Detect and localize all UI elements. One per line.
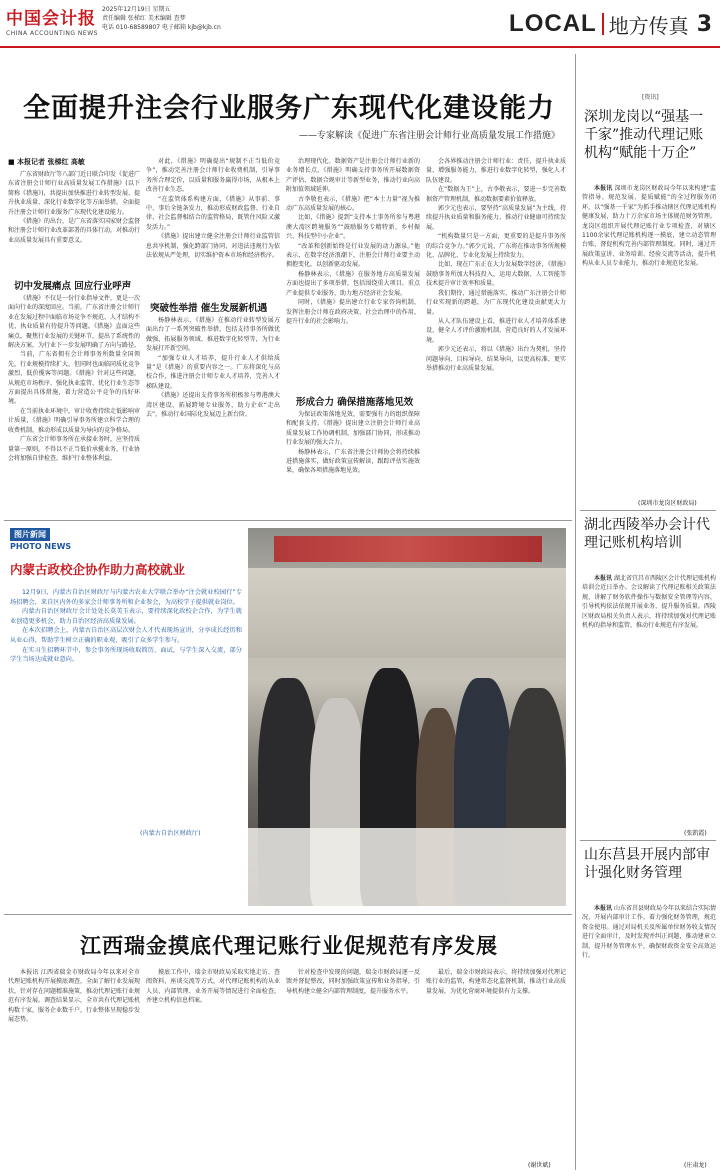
brief-title-juxian: 山东莒县开展内部审计强化财务管理 xyxy=(584,847,710,881)
main-subtitle: ——专家解读《促进广东省注册会计师行业高质量发展工作措施》 xyxy=(298,131,560,141)
paragraph: 郭少元还表示，将以《措施》出台为契机，坚持问题导向、目标导向、结果导向，以更高标准、更实举措推动行业高质量发展。 xyxy=(426,346,566,372)
brief-text: 山东省莒县财政局今年以来结合实际情况，开展内部审计工作，着力强化财务管理，规范资金使用。通过对局机关及所属单位财务收支情况进行全面审计，及时发现并纠正问题，推动建章立制，提升财务管理水平，确保财政资金安全高效运行。 xyxy=(582,905,716,960)
bottom-article-rule xyxy=(4,914,572,915)
brief-title-xiling: 湖北西陵举办会计代理记账机构培训 xyxy=(584,517,710,551)
photo-news-title: 内蒙古政校企协作助力高校就业 xyxy=(10,562,186,577)
paragraph: 当前，广东省拥有会计师事务所数量全国领先，行业规模持续扩大，但同时也面临同质化竞争激烈、低价揽客等问题。《措施》针对这些问题，从规范市场秩序、强化执业监管、优化行业生态等方面提出具体措施，着力营造公平竞争的良好环境。 xyxy=(8,351,140,406)
paragraph: “加强专业人才培养，提升行业人才供给质量”是《措施》的重要内容之一。广东将深化与高校合作，推进注册会计师专业人才培养，完善人才梯队建设。 xyxy=(146,354,280,390)
brief-credit: (庄肃龙) xyxy=(684,1162,707,1169)
paragraph: 比如，《措施》提到“支持本土事务所参与粤港澳大湾区跨境服务”“鼓励服务专精特新、乡村振兴、科技型中小企业”。 xyxy=(286,214,420,241)
right-column-divider xyxy=(575,54,576,1170)
page-number: 3 xyxy=(696,11,712,37)
brief-text: 深圳市龙岗区财政局今年以来构建“监管指导、规范发展、提质赋能”的全过程服务闭环，以“强基一千家”为抓手推动辖区代理记账机构健康发展，助力十万余家市场主体规范财务管理。龙岗区组织开展代理记账行业专项检查，对辖区1100余家代理记账机构逐一摸底，建立动态管理台账，督促机构完善内部管理制度。同时，通过开展政策宣讲、业务培训、经验交流等活动，提升机构从业人员专业能力，推动行业规范化发展。 xyxy=(582,185,716,268)
paragraph xyxy=(582,904,716,960)
brief-body-shenzhen xyxy=(582,184,716,494)
contact: 电话 010-68589807 电子邮箱 kjb@kjb.cn xyxy=(102,24,221,31)
section-subhead-1: 切中发展痛点 回应行业呼声 xyxy=(14,281,132,292)
photo-table xyxy=(248,828,566,906)
paragraph: 本报讯 江西省瑞金市财政局今年以来对全市代理记账机构开展摸底调查，全面了解行业发展现状，针对存在问题精准施策，推动代理记账行业规范有序发展。调查结果显示，全市共有代理记账机构数十家，服务企业数千户，行业整体呈现稳步发展态势。 xyxy=(8,969,140,1024)
article-column-1a xyxy=(8,170,140,272)
newspaper-logo xyxy=(6,4,100,37)
photo-credit: (内蒙古自治区财政厅) xyxy=(140,830,201,837)
section-subhead-3: 形成合力 确保措施落地见效 xyxy=(296,397,414,408)
paragraph: 对此，《措施》明确提出“规制不正当低价竞争”，推动完善注册会计师行业收费机制，引导事务所合理定价，以质量和服务赢得市场，从根本上改善行业生态。 xyxy=(146,158,280,194)
paragraph: 《措施》的出台，是广东省落实国家财会监督和注册会计师行业改革部署的具体行动，对推动行业高质量发展具有重要意义。 xyxy=(8,218,140,244)
paragraph: 在当前执业环境中，审计收费持续走低影响审计质量，《措施》明确引导事务所建立科学合理的收费机制，推动形成以质量为导向的竞争格局。 xyxy=(8,407,140,434)
paragraph: 杨静林表示，《措施》在推动行业转型发展方面出台了一系列突破性举措，包括支持事务所做优做强、拓展服务领域、推进数字化转型等，为行业发展打开新空间。 xyxy=(146,317,280,353)
paragraph: 《措施》提出建立健全注册会计师行业监管信息共享机制，强化跨部门协同，对违法违规行为依法依规从严处理，切实维护资本市场和经济秩序。 xyxy=(146,233,280,260)
paragraph: 在实习生招聘环节中，参会事务所现场收取简历、面试，与学生深入交流，部分学生当场达成就业意向。 xyxy=(10,646,242,664)
paragraph: 最后，瑞金市财政局表示，将持续加强对代理记账行业的监管，构建常态化监督机制，推动行业高质量发展，为优化营商环境提供有力支撑。 xyxy=(426,969,566,995)
paragraph: 针对检查中发现的问题，瑞金市财政局逐一反馈并督促整改，同时加强政策宣传和业务指导，引导机构建立健全内部管理制度，提升服务水平。 xyxy=(286,969,420,995)
paragraph: 在“数据为王”上，古李敬表示，要进一步完善数据资产管理机制，推动数据要素价值释放。 xyxy=(426,186,566,203)
paragraph: 12月9日，内蒙古自治区财政厅与内蒙古农业大学联合举办“注会就业校园行”专场招聘会，来自区内外的多家会计师事务所和企业参会，为高校学子提供就业岗位。 xyxy=(10,589,242,606)
paragraph: 治理现代化。数据资产是注册会计师行业新的业务增长点，《措施》明确支持事务所开展数据资产评估、数据合规审计等新型业务，推动行业向高附加值领域延伸。 xyxy=(286,158,420,194)
brief-divider xyxy=(580,840,716,841)
brief-divider xyxy=(580,510,716,511)
paragraph: 摸底工作中，瑞金市财政局采取实地走访、查阅资料、座谈交流等方式，对代理记账机构的从业人员、内部管理、业务开展等情况进行全面检查，并建立机构信息档案。 xyxy=(146,969,280,1005)
paragraph: 内蒙古自治区财政厅会计处处长莫美玉表示，要持续深化政校企合作，为学生就业创造更多机会，助力自治区经济高质量发展。 xyxy=(10,608,242,625)
paragraph: 从人才队伍建设上看，推进行业人才培养体系建设，健全人才评价激励机制，营造良好的人才发展环境。 xyxy=(426,317,566,344)
section-english: LOCAL xyxy=(509,10,597,37)
paragraph: 古李敬也表示，《措施》把“本土力量”视为推动广东高质量发展的核心。 xyxy=(286,195,420,213)
job-fair-photo xyxy=(248,528,566,906)
paragraph xyxy=(582,574,716,630)
brief-source: 本报讯 xyxy=(594,185,613,192)
bottom-column-1 xyxy=(8,968,140,1170)
paragraph: “改革和创新始终是行业发展的动力源泉。”他表示，在数字经济浪潮下，注册会计师行业要主动拥抱变化，以创新驱动发展。 xyxy=(286,242,420,269)
brief-source: 本报讯 xyxy=(594,575,613,582)
photo-news-caption xyxy=(10,588,242,665)
article-column-2b xyxy=(146,316,280,516)
section-divider xyxy=(602,13,604,35)
brief-source: 本报讯 xyxy=(594,905,613,912)
photo-news-tag: 图片新闻 xyxy=(10,528,50,541)
paragraph: 杨静林表示，广东省注册会计师协会将持续推进措施落实，做好政策宣传解读，跟踪评估实施效果，确保各项措施落地见效。 xyxy=(286,448,420,475)
issue-info xyxy=(102,5,292,32)
bottom-column-4 xyxy=(426,968,566,1158)
paragraph: 广东省会计师事务所在承接业务时，应坚持质量第一原则，不得以不正当低价承揽业务，行业协会将加强自律检查，维护行业整体利益。 xyxy=(8,436,140,462)
photo-red-banner xyxy=(274,536,542,562)
brief-credit: (深圳市龙岗区财政局) xyxy=(638,500,697,507)
issue-date: 2025年12月19日 星期五 xyxy=(102,6,171,13)
masthead xyxy=(0,0,720,48)
section-subhead-2: 突破性举措 催生发展新机遇 xyxy=(150,303,268,314)
bottom-column-3 xyxy=(286,968,420,1170)
photo-news-tag-english: PHOTO NEWS xyxy=(10,542,72,551)
paragraph: 会各界推动注册会计师行业：责任，提升执业质量，增强服务能力，推进行业数字化转型，强化人才队伍建设。 xyxy=(426,158,566,184)
bottom-column-2 xyxy=(146,968,280,1170)
paragraph: 为保证政策落地见效，需要强有力的组织保障和配套支持。《措施》提出建立注册会计师行业高质量发展工作协调机制，加强部门协同，形成推动行业发展的强大合力。 xyxy=(286,411,420,447)
brief-title-shenzhen: 深圳龙岗以“强基一千家”推动代理记账机构“赋能十万企” xyxy=(584,109,704,161)
article-column-2a xyxy=(146,157,280,295)
article-column-3a xyxy=(286,157,420,389)
paragraph: 我们期待，通过措施落实，推动广东注册会计师行业实现新的跨越，为广东现代化建设贡献更大力量。 xyxy=(426,289,566,316)
section-chinese: 地方传真 xyxy=(608,13,689,38)
paragraph xyxy=(582,184,716,269)
article-column-4 xyxy=(426,157,566,517)
main-headline: 全面提升注会行业服务广东现代化建设能力 xyxy=(23,93,555,124)
editors: 责任编辑 张梯红 美术编辑 查梦 xyxy=(102,15,186,22)
paragraph: 在本次招聘会上，内蒙古自治区高层次财会人才代表现场宣讲，分享成长经历和从业心得，帮助学生树立正确的职业观，吸引了众多学生参与。 xyxy=(10,627,242,644)
brief-tag: [资讯] xyxy=(642,94,659,101)
paragraph: “在监管体系构建方面，《措施》从事前、事中、事后全链条发力，推动形成财政监督、行业自律、社会监督相结合的监管格局，既管住风险又激发活力。” xyxy=(146,195,280,231)
brief-body-xiling xyxy=(582,574,716,826)
main-byline: ■ 本报记者 张梯红 高敏 xyxy=(8,158,85,166)
paragraph: “机构数量只是一方面，更重要的是提升事务所的综合竞争力。”郭少元说，广东将在推动事务所规模化、品牌化、专业化发展上持续发力。 xyxy=(426,233,566,260)
brief-credit: (张凯霞) xyxy=(684,830,707,837)
paragraph: 郭少元也表示，要坚持“高质量发展”为主线，持续提升执业质量和服务能力，推动行业健康可持续发展。 xyxy=(426,205,566,231)
bottom-credit: (谢世斌) xyxy=(528,1162,551,1169)
logo-english: CHINA ACCOUNTING NEWS xyxy=(6,30,98,37)
bottom-headline: 江西瑞金摸底代理记账行业促规范有序发展 xyxy=(80,933,498,958)
paragraph: 杨静林表示，《措施》在服务地方高质量发展方面也提出了多项举措，包括围绕重大项目、重点产业提供专业服务，助力地方经济社会发展。 xyxy=(286,270,420,297)
paragraph: 《措施》不仅是一份行业指导文件，更是一次面向行业的深度回应。当前，广东省注册会计师行业在发展过程中面临市场竞争不规范、人才结构不优、执业质量有待提升等问题。《措施》直面这些痛点，聚焦行业发展的关键环节，提出了系统性的解决方案，为行业下一步发展明确了方向与路径。 xyxy=(8,295,140,350)
article-column-3b xyxy=(286,410,420,516)
photo-top-rule xyxy=(4,520,572,521)
paragraph: 《措施》还提出支持事务所积极参与粤港澳大湾区建设，拓展跨境专业服务，助力企业“走出去”，推动行业国际化发展迈上新台阶。 xyxy=(146,392,280,419)
brief-body-juxian xyxy=(582,904,716,1158)
paragraph: 广东省财政厅等八部门近日联合印发《促进广东省注册会计师行业高质量发展工作措施》(以下简称《措施》)，共提出加快推进行业转型发展、提升执业质量、深化行业数字化等方面举措，全面提升注册会计师行业服务广东现代化建设能力。 xyxy=(8,171,140,216)
logo-chinese: 中国会计报 xyxy=(6,9,96,29)
paragraph: 同时，《措施》提出建立行业专家咨询机制，发挥注册会计师在政府决策、社会治理中的作用，提升行业的社会影响力。 xyxy=(286,299,420,325)
photo-background-wall xyxy=(248,568,566,658)
paragraph: 比如，现在广东正在大力发展数字经济，《措施》鼓励事务所加大科技投入，运用大数据、人工智能等技术提升审计效率和质量。 xyxy=(426,261,566,288)
section-header xyxy=(509,4,712,44)
article-column-1b xyxy=(8,294,140,516)
brief-text: 湖北省宜昌市西陵区会计代理记账机构培训会近日举办。会议解读了代理记账相关政策法规，讲解了财务软件操作与数据安全管理等内容，引导机构依法依规开展业务，提升服务质量。西陵区财政局相关负责人表示，将持续加强对代理记账机构的指导和监管，推动行业规范有序发展。 xyxy=(582,575,716,630)
